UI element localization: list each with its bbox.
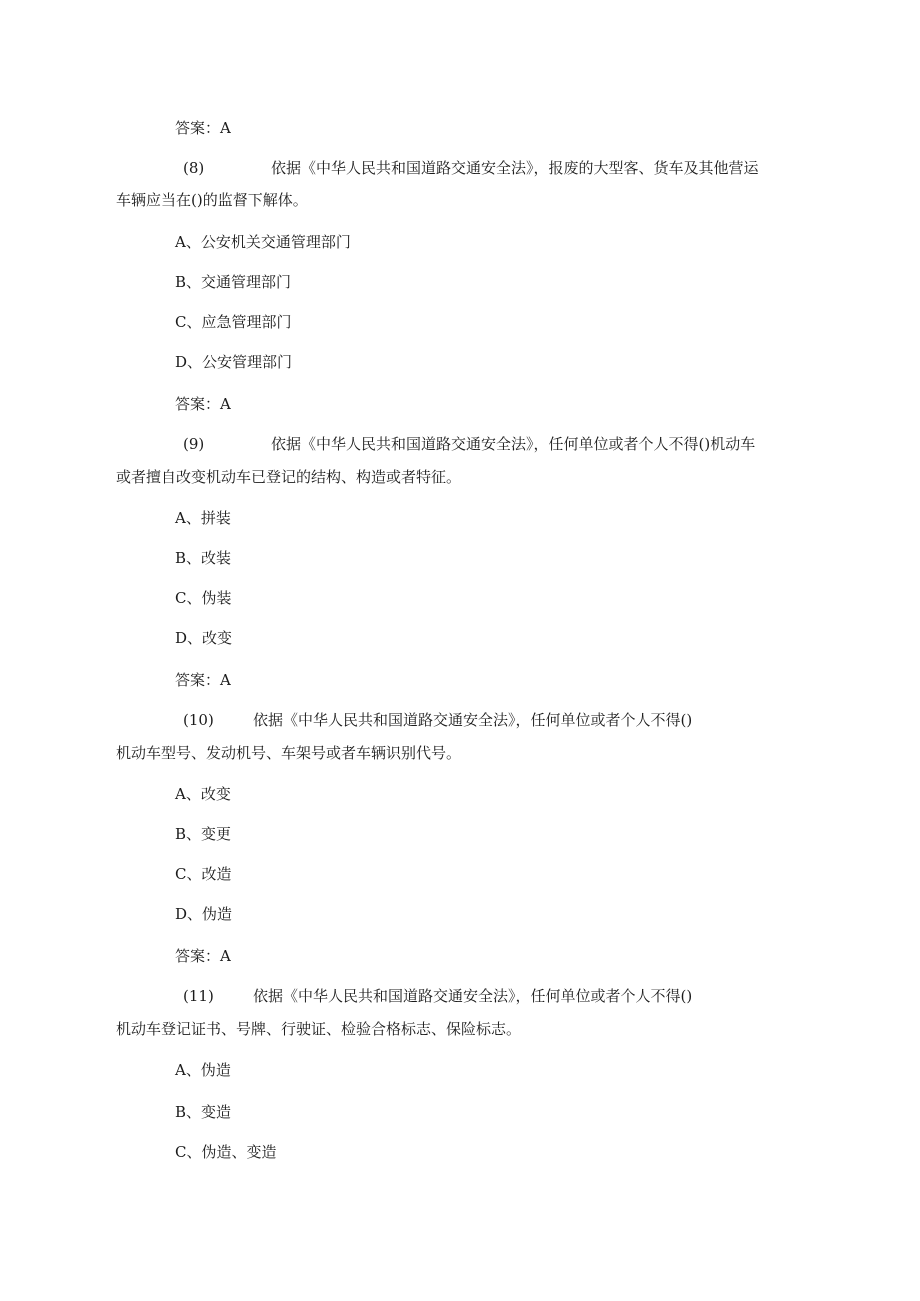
option-a: A、伪造 bbox=[175, 1061, 231, 1079]
option-b: B、变造 bbox=[175, 1103, 232, 1121]
question-text-continued: 车辆应当在()的监督下解体。 bbox=[116, 191, 308, 209]
question-number: (9) bbox=[183, 435, 205, 453]
question-text-continued: 或者擅自改变机动车已登记的结构、构造或者特征。 bbox=[116, 468, 462, 486]
option-a: A、公安机关交通管理部门 bbox=[175, 233, 351, 251]
answer-line: 答案：A bbox=[175, 119, 231, 137]
option-c: C、改造 bbox=[175, 865, 232, 883]
option-c: C、伪造、变造 bbox=[175, 1143, 277, 1161]
option-b: B、变更 bbox=[175, 825, 232, 843]
question-text-continued: 机动车型号、发动机号、车架号或者车辆识别代号。 bbox=[116, 744, 462, 762]
option-d: D、伪造 bbox=[175, 905, 233, 923]
answer-line: 答案：A bbox=[175, 671, 231, 689]
question-text: 依据《中华人民共和国道路交通安全法》，任何单位或者个人不得()机动车 bbox=[271, 435, 756, 453]
option-a: A、改变 bbox=[175, 785, 231, 803]
question-number: (10) bbox=[183, 711, 214, 729]
question-text: 依据《中华人民共和国道路交通安全法》，任何单位或者个人不得() bbox=[253, 711, 693, 729]
option-a: A、拼装 bbox=[175, 509, 231, 527]
answer-line: 答案：A bbox=[175, 395, 231, 413]
question-text: 依据《中华人民共和国道路交通安全法》，任何单位或者个人不得() bbox=[253, 987, 693, 1005]
option-b: B、改装 bbox=[175, 549, 232, 567]
option-d: D、公安管理部门 bbox=[175, 353, 293, 371]
option-b: B、交通管理部门 bbox=[175, 273, 292, 291]
question-text-continued: 机动车登记证书、号牌、行驶证、检验合格标志、保险标志。 bbox=[116, 1020, 522, 1038]
option-c: C、应急管理部门 bbox=[175, 313, 292, 331]
question-number: (8) bbox=[183, 159, 205, 177]
question-number: (11) bbox=[183, 987, 214, 1005]
option-d: D、改变 bbox=[175, 629, 233, 647]
option-c: C、伪装 bbox=[175, 589, 232, 607]
answer-line: 答案：A bbox=[175, 947, 231, 965]
question-text: 依据《中华人民共和国道路交通安全法》，报废的大型客、货车及其他营运 bbox=[271, 159, 759, 177]
